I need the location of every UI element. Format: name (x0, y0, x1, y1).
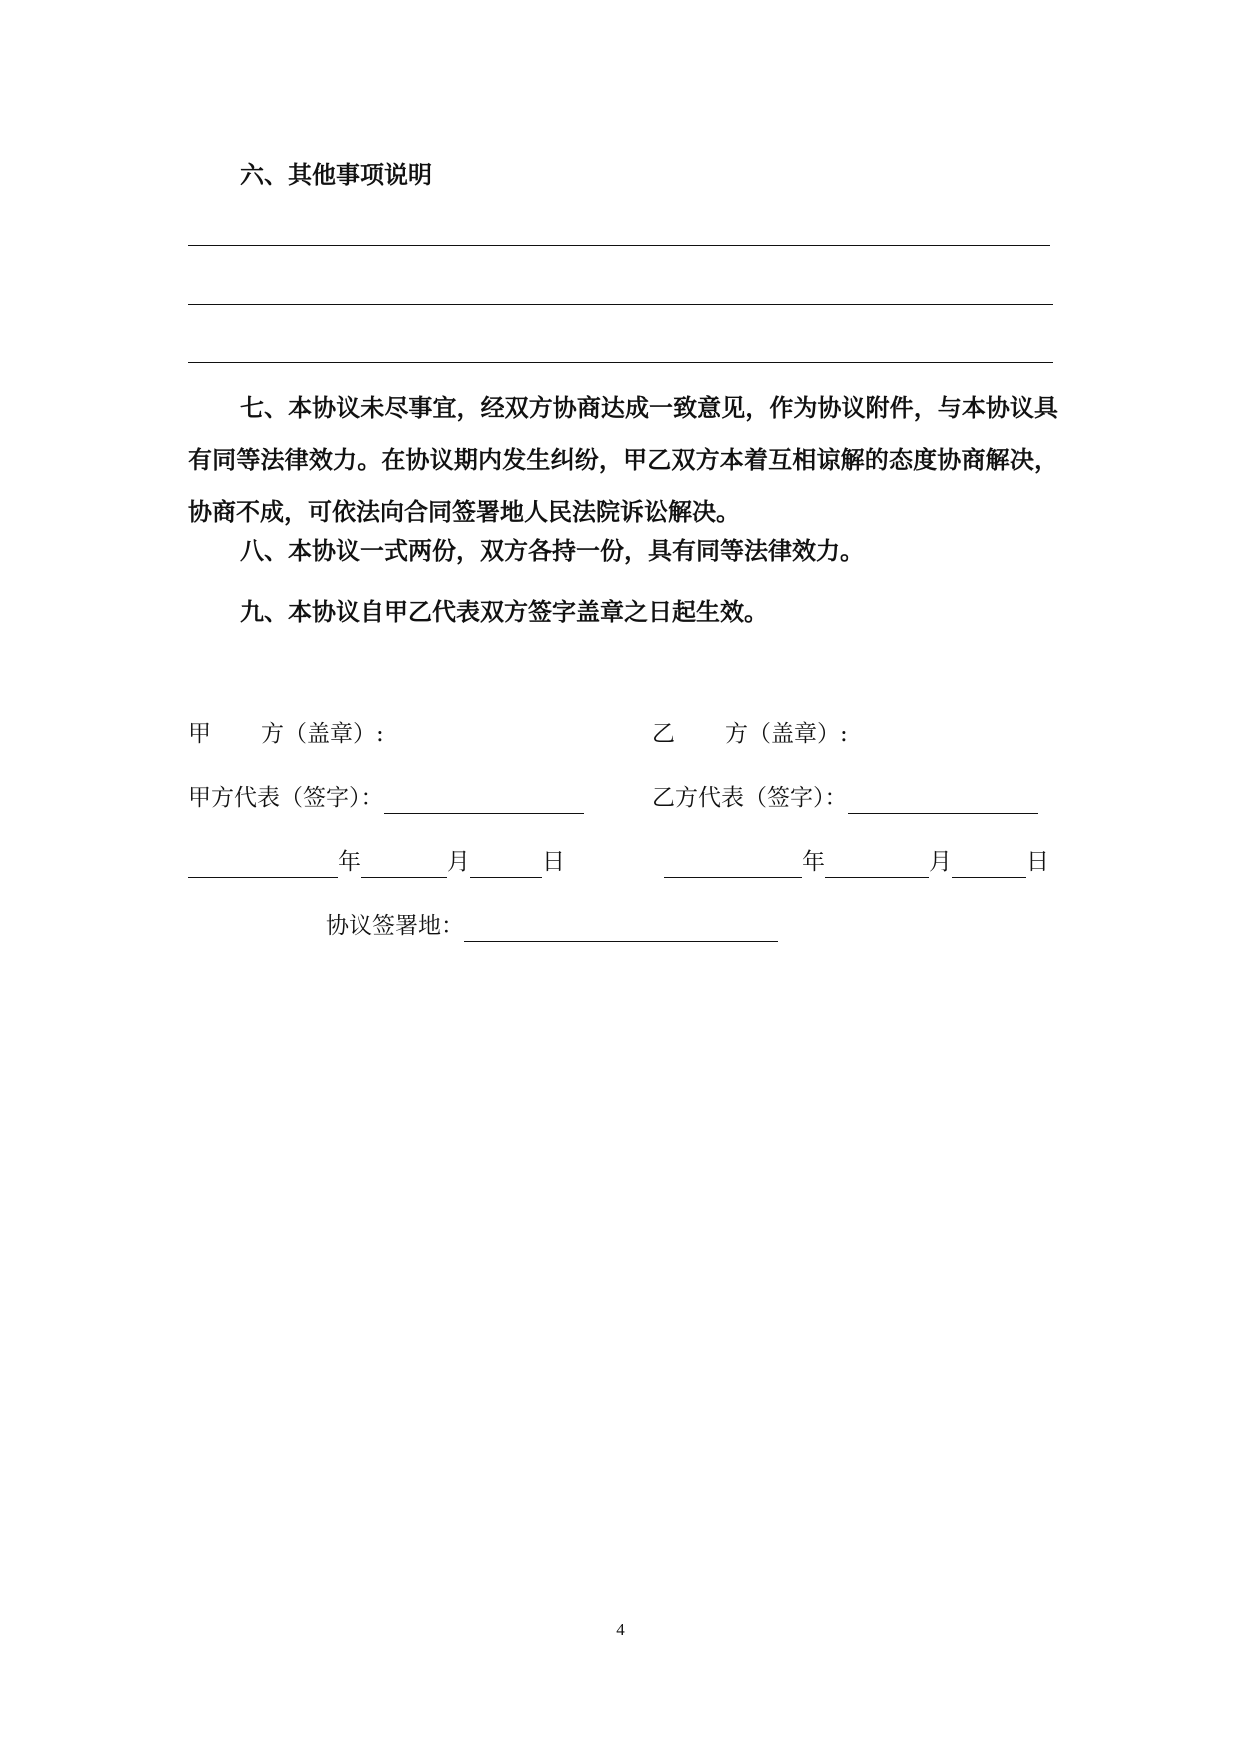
party-a-day-blank[interactable] (470, 851, 542, 878)
party-a-seal-label (188, 718, 384, 750)
party-b-seal-text: 方（盖章）: (725, 721, 848, 747)
party-a-year-label: 年 (338, 849, 361, 875)
party-b-date-row (664, 846, 1049, 878)
party-b-month-label: 月 (929, 849, 952, 875)
party-a-month-label: 月 (447, 849, 470, 875)
sign-place-blank[interactable] (464, 915, 778, 942)
party-a-signature-blank[interactable] (384, 787, 584, 814)
clause-9: 九、本协议自甲乙代表双方签字盖章之日起生效。 (240, 598, 768, 626)
party-a-char: 甲 (188, 721, 211, 747)
party-b-rep-row (652, 782, 1038, 814)
sign-place-label: 协议签署地： (326, 913, 464, 939)
party-b-char: 乙 (652, 721, 675, 747)
party-b-day-blank[interactable] (952, 851, 1026, 878)
party-a-month-blank[interactable] (361, 851, 447, 878)
party-a-day-label: 日 (542, 849, 565, 875)
sign-place-row (326, 910, 778, 942)
blank-line-2 (188, 304, 1053, 305)
page-number: 4 (616, 1620, 625, 1639)
blank-line-3 (188, 362, 1053, 363)
party-b-rep-label: 乙方代表（签字）： (652, 785, 848, 811)
party-b-seal-label (652, 718, 848, 750)
party-b-year-blank[interactable] (664, 851, 802, 878)
party-b-day-label: 日 (1026, 849, 1049, 875)
party-b-month-blank[interactable] (825, 851, 929, 878)
party-a-seal-text: 方（盖章）: (261, 721, 384, 747)
party-a-date-row (188, 846, 565, 878)
clause-8: 八、本协议一式两份，双方各持一份，具有同等法律效力。 (240, 537, 864, 565)
section-heading-other-matters: 六、其他事项说明 (240, 161, 432, 189)
blank-line-1 (188, 245, 1050, 246)
clause-7: 七、本协议未尽事宜，经双方协商达成一致意见，作为协议附件，与本协议具有同等法律效力。在协议期内发生纠纷，甲乙双方本着互相谅解的态度协商解决，协商不成，可依法向合同签署地人民法院诉讼解决。 (188, 394, 1058, 526)
party-a-rep-label: 甲方代表（签字）： (188, 785, 384, 811)
party-a-year-blank[interactable] (188, 851, 338, 878)
party-b-year-label: 年 (802, 849, 825, 875)
party-b-signature-blank[interactable] (848, 787, 1038, 814)
party-a-rep-row (188, 782, 584, 814)
